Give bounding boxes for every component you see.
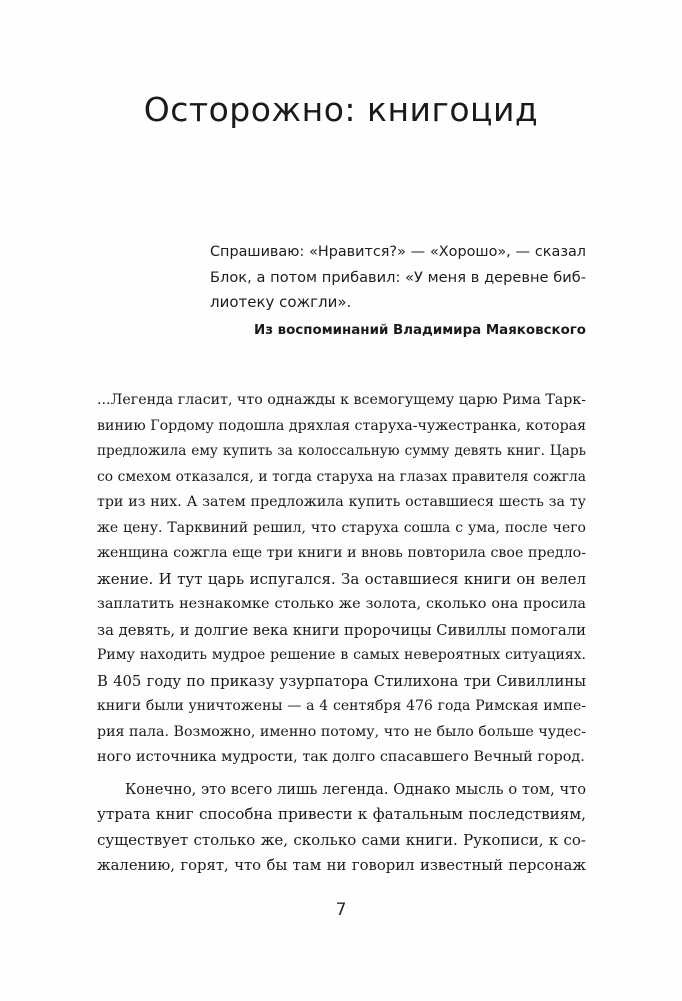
epigraph [210,240,586,315]
text-line: три из них. А затем предложила купить оставшиеся шесть за ту [97,494,586,510]
text-line: Конечно, это всего лишь легенда. Однако мысль о том, что [125,780,586,798]
epigraph-line: Спрашиваю: «Нравится?» — «Хорошо», — сказал [210,244,586,260]
text-line: винию Гордому подошла дряхлая старуха-чужестранка, которая [97,417,587,434]
epigraph-line: лиотеку сожгли». [210,293,352,311]
text-line: жалению, горят, что бы там ни говорил известный персонаж [97,857,586,874]
body-text [97,388,586,879]
text-line: за девять, и долгие века книги пророчицы Сивиллы помогали [97,621,586,639]
epigraph-source: Из воспоминаний Владимира Маяковского [253,323,586,338]
text-line: жение. И тут царь испугался. За оставшиеся книги он велел [97,569,586,588]
chapter-title: Осторожно: книгоцид [143,90,539,129]
paragraph [97,777,586,879]
text-line: утрата книг способна привести к фатальным последствиям, [97,805,586,823]
text-line: книги были уничтожены — а 4 сентября 476 года Римская импе- [97,698,586,714]
page-number: 7 [335,900,347,920]
text-line: ного источника мудрости, так долго спасавшего Вечный город. [97,749,585,765]
text-line: Риму находить мудрое решение в самых невероятных ситуациях. [97,647,586,663]
text-line: В 405 году по приказу узурпатора Стилихона три Сивиллины [97,672,586,690]
epigraph-line: Блок, а потом прибавил: «У меня в деревне биб- [210,269,586,286]
text-line: предложила ему купить за колоссальную сумму девять книг. Царь [97,443,586,459]
text-line: рия пала. Возможно, именно потому, что не было больше чудес- [97,723,586,740]
text-line: существует столько же, сколько сами книги. Рукописи, к со- [97,830,586,849]
text-line: женщина сожгла еще три книги и вновь повторила свое предло- [97,545,586,561]
paragraph [97,388,586,771]
text-line: ...Легенда гласит, что однажды к всемогущему царю Рима Тарк- [97,392,586,408]
text-line: же цену. Тарквиний решил, что старуха сошла с ума, после чего [97,519,586,536]
text-line: заплатить незнакомке столько же золота, сколько она просила [97,596,586,612]
text-line: со смехом отказался, и тогда старуха на глазах правителя сожгла [97,468,586,485]
